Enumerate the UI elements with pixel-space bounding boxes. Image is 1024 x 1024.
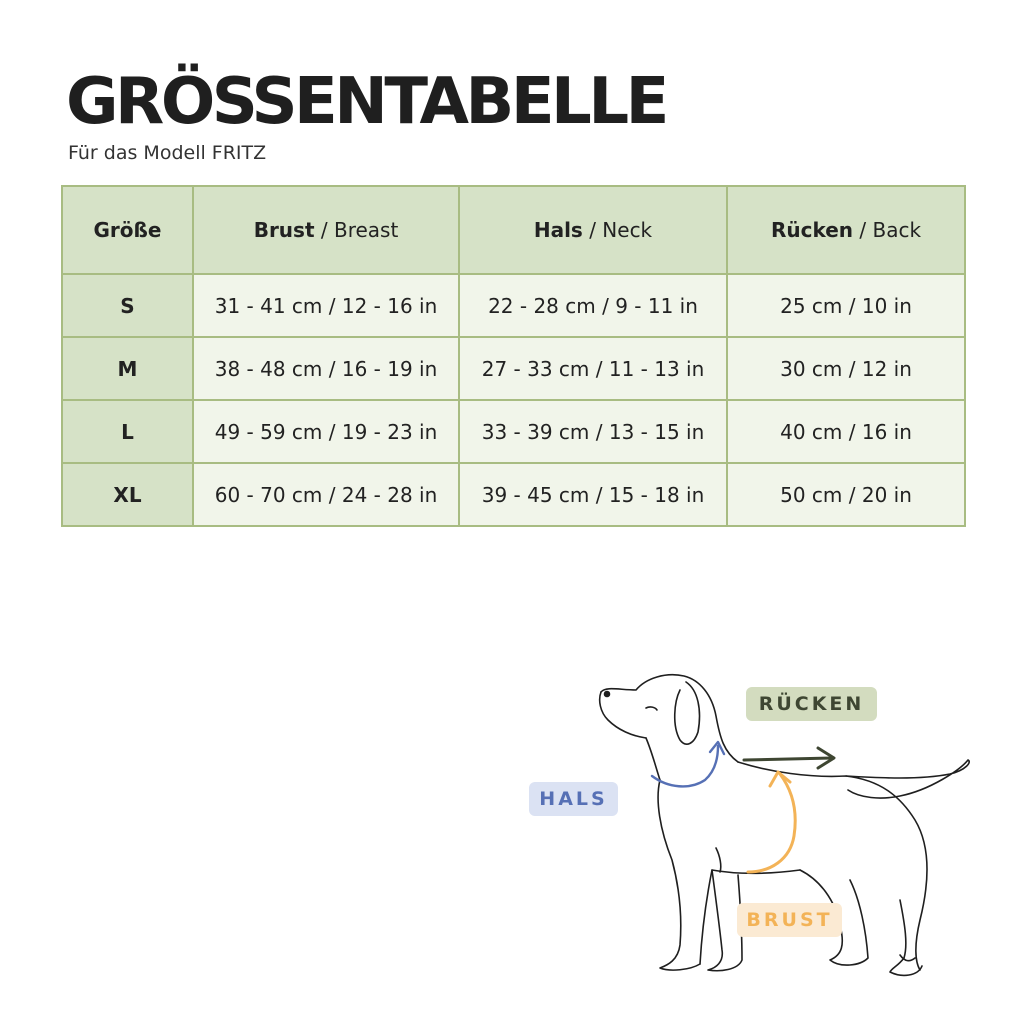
neck-label-badge: HALS	[529, 782, 618, 816]
header-back: Rücken / Back	[727, 186, 965, 274]
breast-cell: 49 - 59 cm / 19 - 23 in	[193, 400, 459, 463]
back-cell: 25 cm / 10 in	[727, 274, 965, 337]
back-cell: 50 cm / 20 in	[727, 463, 965, 526]
breast-label-badge: BRUST	[737, 903, 842, 937]
back-cell: 40 cm / 16 in	[727, 400, 965, 463]
header-size: Größe	[62, 186, 193, 274]
neck-cell: 22 - 28 cm / 9 - 11 in	[459, 274, 727, 337]
page-title: GRÖSSENTABELLE	[66, 65, 666, 139]
size-cell: S	[62, 274, 193, 337]
breast-cell: 38 - 48 cm / 16 - 19 in	[193, 337, 459, 400]
size-cell: XL	[62, 463, 193, 526]
header-neck: Hals / Neck	[459, 186, 727, 274]
size-cell: M	[62, 337, 193, 400]
neck-cell: 33 - 39 cm / 13 - 15 in	[459, 400, 727, 463]
size-cell: L	[62, 400, 193, 463]
breast-cell: 31 - 41 cm / 12 - 16 in	[193, 274, 459, 337]
neck-cell: 27 - 33 cm / 11 - 13 in	[459, 337, 727, 400]
neck-cell: 39 - 45 cm / 15 - 18 in	[459, 463, 727, 526]
page-subtitle: Für das Modell FRITZ	[68, 142, 267, 164]
breast-cell: 60 - 70 cm / 24 - 28 in	[193, 463, 459, 526]
back-cell: 30 cm / 12 in	[727, 337, 965, 400]
header-breast: Brust / Breast	[193, 186, 459, 274]
back-label-badge: RÜCKEN	[746, 687, 877, 721]
